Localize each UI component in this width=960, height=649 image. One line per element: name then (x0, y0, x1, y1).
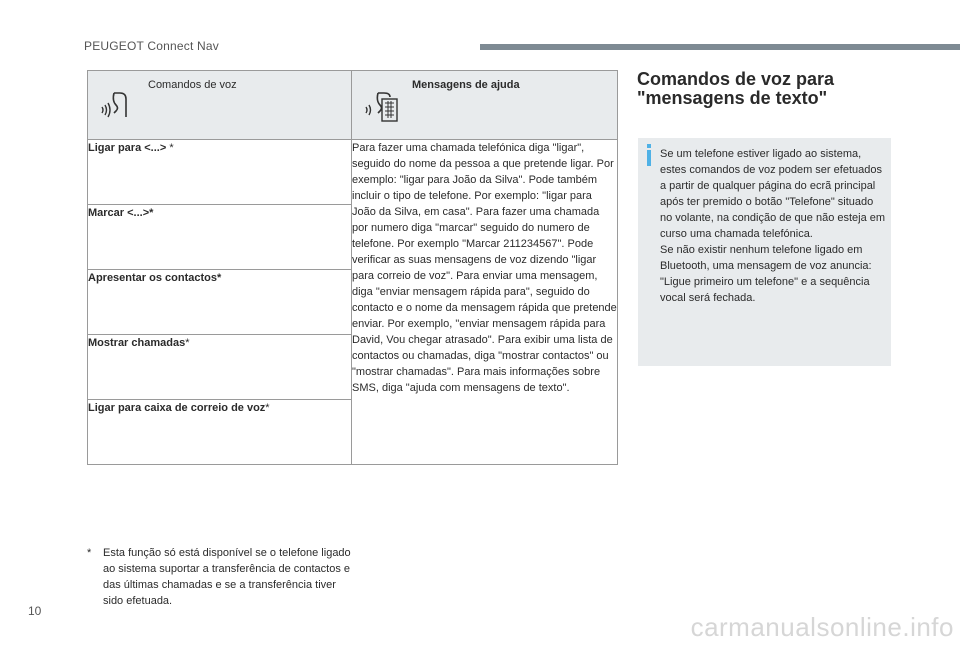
info-box (638, 138, 891, 366)
info-paragraph-2: Se não existir nenhum telefone ligado em Bluetooth, uma mensagem de voz anuncia: "Ligue primeiro um telefone" e a sequência vocal será fechada. (660, 244, 872, 304)
table-row (88, 140, 618, 205)
command-call-to (88, 140, 352, 205)
page-number: 10 (28, 604, 42, 618)
table-header-row (88, 71, 618, 140)
command-label: Mostrar chamadas (88, 337, 186, 349)
command-dial (88, 205, 352, 270)
info-text (660, 146, 888, 306)
voice-commands-header-cell (88, 71, 352, 140)
help-messages-header-cell (352, 71, 618, 140)
info-paragraph-1: Se um telefone estiver ligado ao sistema, estes comandos de voz podem ser efetuados a partir de qualquer página do ecrã principal após ter premido o botão "Telefone" situado no volante, na condição de que não esteja em curso uma chamada telefónica. (660, 148, 886, 240)
command-label: Apresentar os contactos* (88, 272, 222, 284)
header-bar (480, 44, 960, 50)
command-star: * (185, 337, 190, 349)
section-title-line2: "mensagens de texto" (637, 88, 828, 108)
footnote-text: Esta função só está disponível se o telefone ligado ao sistema suportar a transferência de contactos e das últimas chamadas e se a transferência tiver sido efetuada. (103, 547, 351, 607)
section-title-line1: Comandos de voz para (637, 69, 835, 89)
manual-header-title: PEUGEOT Connect Nav (84, 39, 219, 53)
command-label: Ligar para caixa de correio de voz (88, 402, 266, 414)
command-show-contacts (88, 270, 352, 335)
command-label: Ligar para <...> (88, 142, 170, 154)
command-label: Marcar <...>* (88, 207, 154, 219)
command-star: * (265, 402, 270, 414)
footnote (87, 545, 357, 609)
command-star: * (169, 142, 174, 154)
command-show-calls (88, 335, 352, 400)
watermark: carmanualsonline.info (690, 612, 954, 642)
section-title (637, 70, 897, 108)
help-message-text: Para fazer uma chamada telefónica diga "ligar", seguido do nome da pessoa a que pretende ligar. Por exemplo: "ligar para João da Silva". Pode também incluir o tipo de telefone. Por exemplo: "ligar para João da Silva, em casa". Para fazer uma chamada por numero diga "marcar" seguido do numero de telefone. Por exemplo "Marcar 211234567". Pode verificar as suas mensagens de voz dizendo "ligar para correio de voz". Para enviar uma mensagem, diga "enviar mensagem rápida para", seguido do contacto e o nome da mensagem rápida que pretende enviar. Por exemplo, "enviar mensagem rápida para David, Vou chegar atrasado". Para exibir uma lista de contactos ou chamadas, diga "mostrar contactos" ou "mostrar chamadas". Para mais informações sobre SMS, diga "ajuda com mensagens de texto". (352, 140, 618, 465)
voice-commands-column-header: Comandos de voz (148, 79, 237, 91)
footnote-mark: * (87, 547, 92, 559)
help-message-icon (364, 87, 398, 123)
voice-command-icon (100, 87, 134, 123)
info-icon (647, 150, 651, 166)
voice-commands-table (87, 70, 618, 465)
help-messages-column-header: Mensagens de ajuda (412, 79, 520, 91)
command-call-voicemail (88, 400, 352, 465)
